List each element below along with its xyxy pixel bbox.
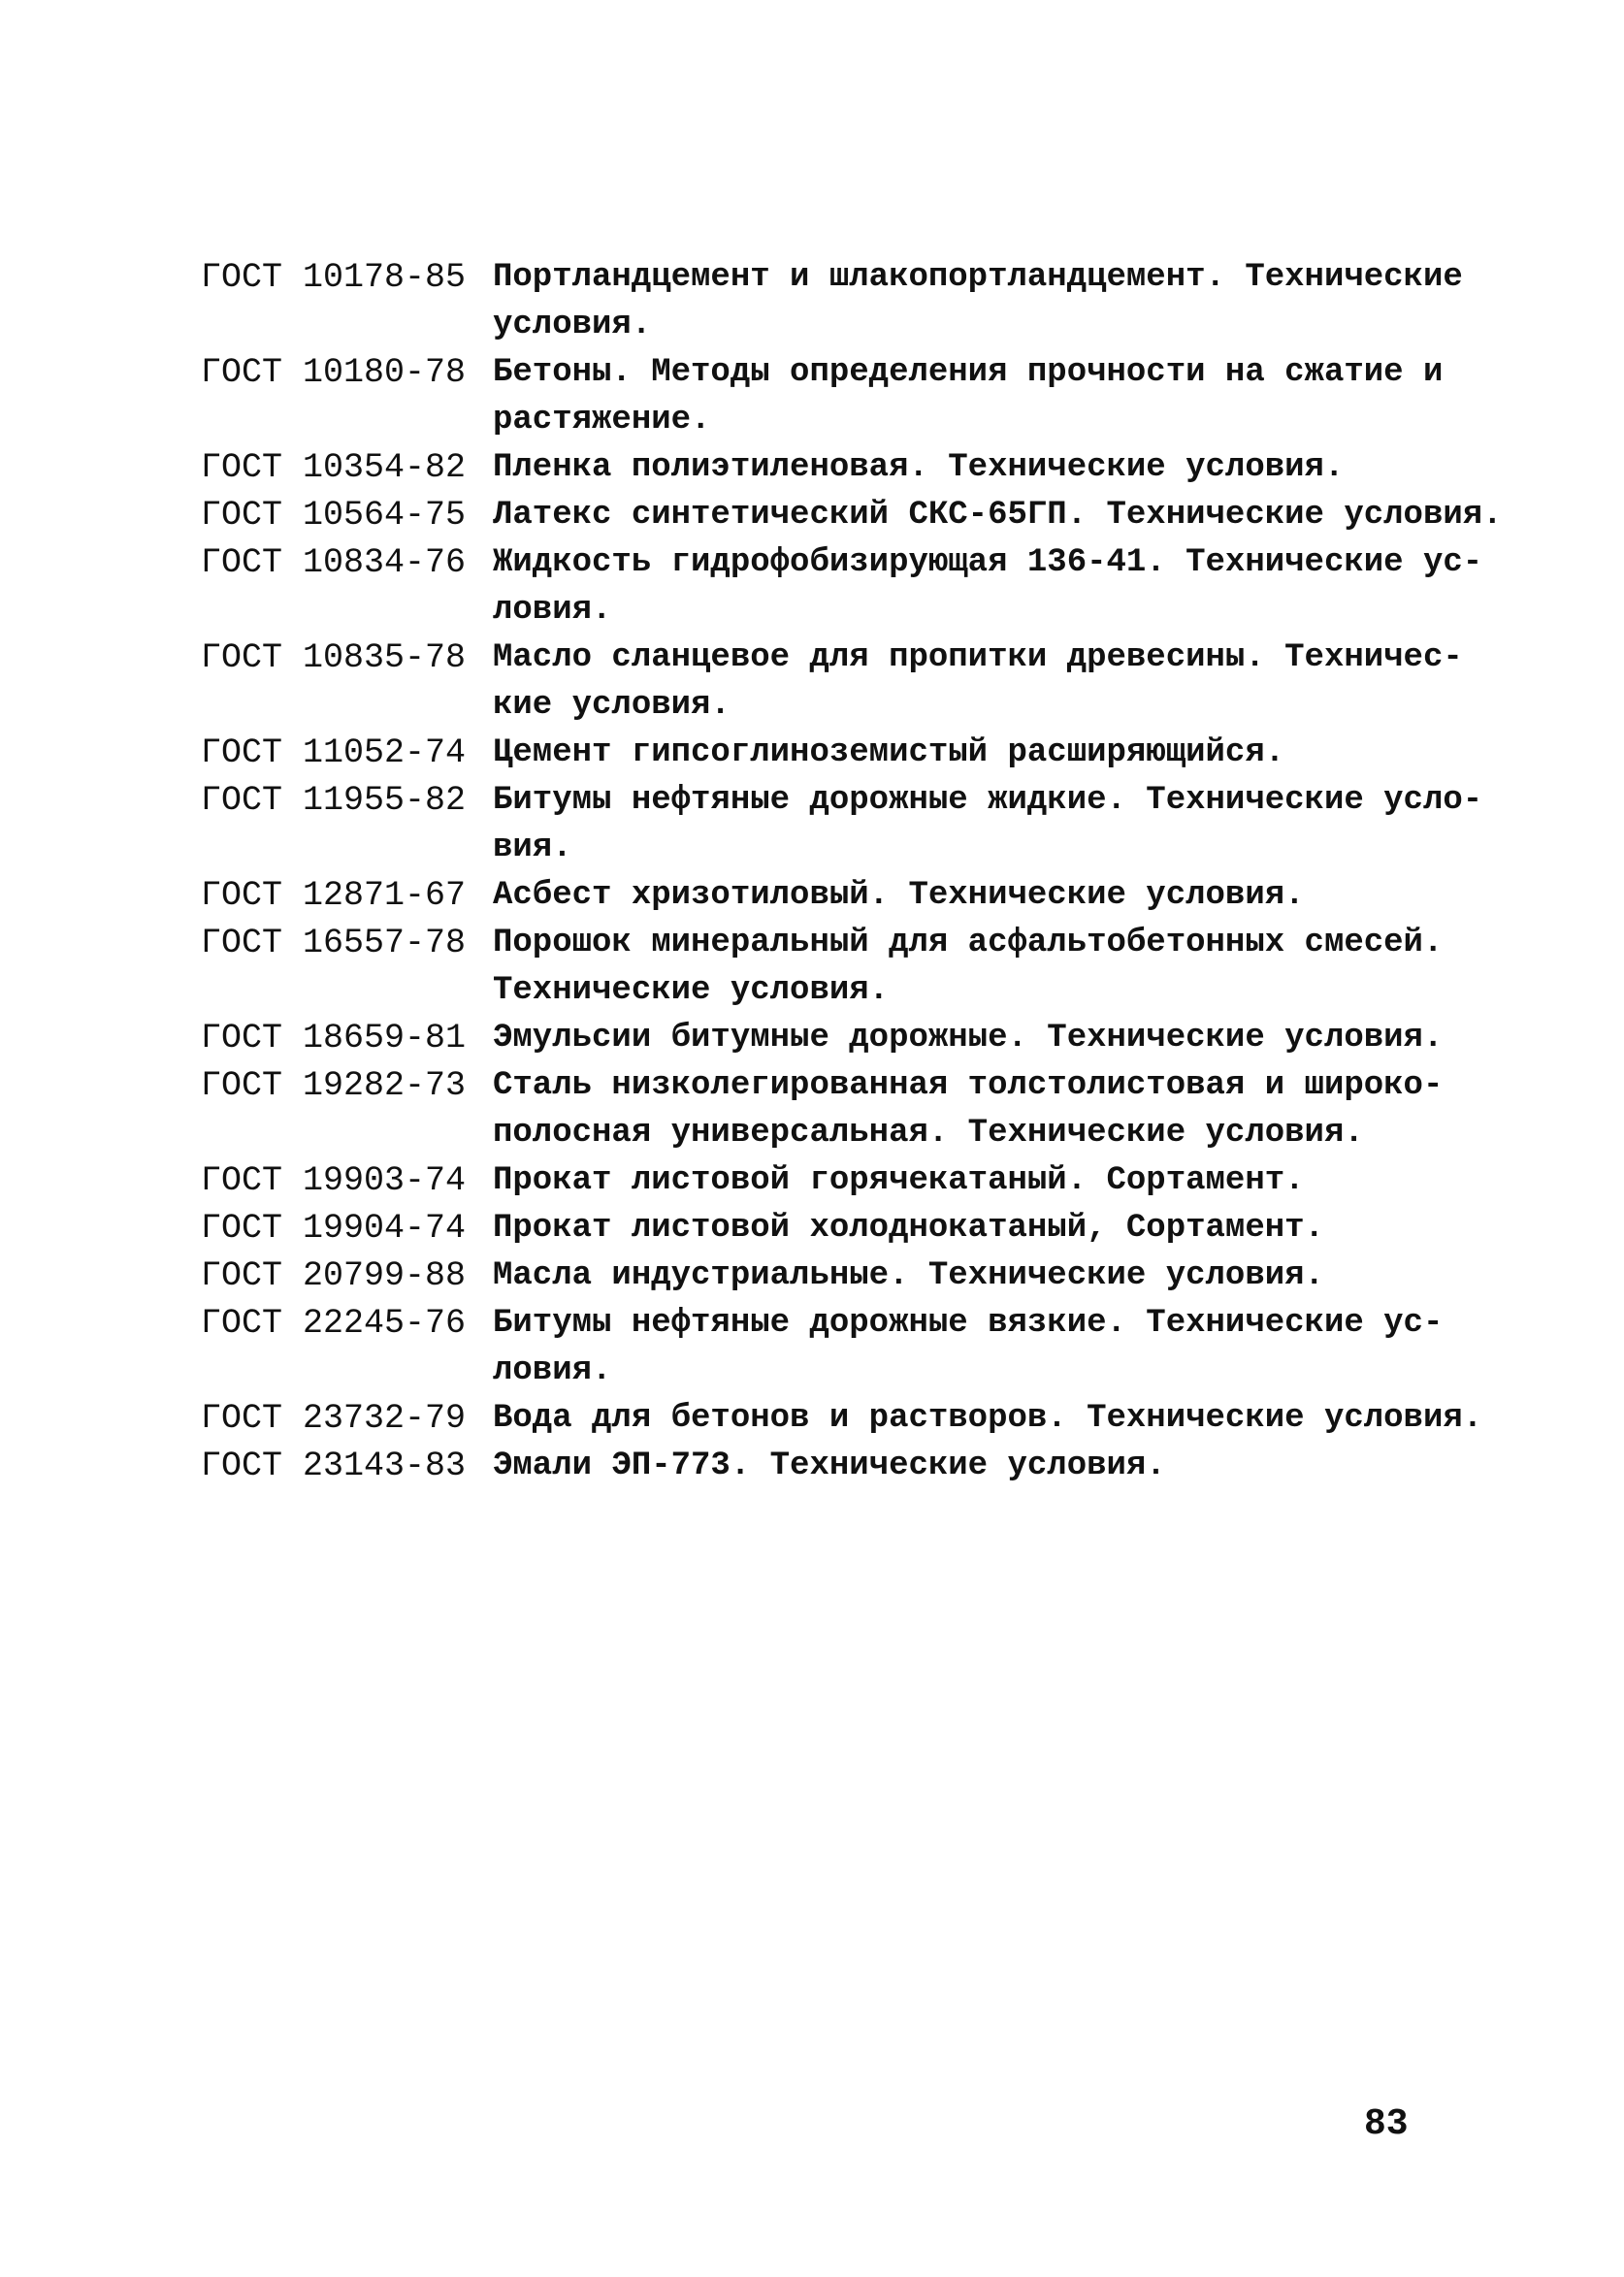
standard-code: ГОСТ 16557-78 bbox=[200, 924, 466, 962]
standard-entry bbox=[146, 1300, 1484, 1395]
standard-code: ГОСТ 23732-79 bbox=[200, 1399, 466, 1438]
standard-entry bbox=[146, 1395, 1484, 1443]
standard-title bbox=[466, 777, 1484, 872]
standard-title-line: Масла индустриальные. Технические условия. bbox=[493, 1257, 1324, 1294]
standard-title-line: Цемент гипсоглиноземистый расширяющийся. bbox=[493, 734, 1285, 771]
standard-title-line: ловия. bbox=[493, 1352, 612, 1389]
standard-title-line: вия. bbox=[493, 829, 572, 866]
standard-title bbox=[466, 1252, 1484, 1300]
standard-code: ГОСТ 23143-83 bbox=[200, 1447, 466, 1485]
standard-entry bbox=[146, 872, 1484, 920]
standard-title-line: кие условия. bbox=[493, 687, 731, 724]
standard-entry bbox=[146, 777, 1484, 872]
standard-entry bbox=[146, 349, 1484, 444]
standard-title bbox=[466, 1443, 1484, 1490]
standard-title bbox=[466, 1062, 1484, 1157]
standard-title bbox=[466, 634, 1484, 730]
standard-title-line: Жидкость гидрофобизирующая 136-41. Технические ус- bbox=[493, 544, 1483, 581]
standard-code: ГОСТ 10178-85 bbox=[200, 258, 466, 297]
standard-title-line: Эмульсии битумные дорожные. Технические условия. bbox=[493, 1020, 1444, 1057]
standard-title bbox=[466, 539, 1484, 634]
standard-title-line: Технические условия. bbox=[493, 972, 890, 1009]
standard-title bbox=[466, 254, 1484, 349]
standard-title-line: Прокат листовой горячекатаный. Сортамент. bbox=[493, 1162, 1305, 1199]
standard-code: ГОСТ 10834-76 bbox=[200, 543, 466, 582]
standard-title-line: ловия. bbox=[493, 592, 612, 629]
standard-code: ГОСТ 18659-81 bbox=[200, 1019, 466, 1057]
standard-title-line: Битумы нефтяные дорожные вязкие. Технические ус- bbox=[493, 1305, 1444, 1342]
standard-code: ГОСТ 11052-74 bbox=[200, 733, 466, 772]
standard-entry bbox=[146, 634, 1484, 730]
standard-title bbox=[466, 492, 1503, 539]
standard-entry bbox=[146, 254, 1484, 349]
standard-title-line: Битумы нефтяные дорожные жидкие. Технические усло- bbox=[493, 782, 1483, 819]
standard-entry bbox=[146, 539, 1484, 634]
standard-title bbox=[466, 1015, 1484, 1062]
standard-title bbox=[466, 920, 1484, 1015]
standard-code: ГОСТ 20799-88 bbox=[200, 1256, 466, 1295]
standard-title-line: Портландцемент и шлакопортландцемент. Технические bbox=[493, 259, 1463, 296]
standard-title-line: растяжение. bbox=[493, 402, 711, 439]
standard-title-line: Бетоны. Методы определения прочности на сжатие и bbox=[493, 354, 1444, 391]
standard-title-line: Эмали ЭП-773. Технические условия. bbox=[493, 1448, 1166, 1484]
standard-code: ГОСТ 12871-67 bbox=[200, 876, 466, 915]
standard-title-line: Порошок минеральный для асфальтобетонных смесей. bbox=[493, 925, 1444, 961]
standard-title-line: условия. bbox=[493, 307, 652, 343]
standard-entry bbox=[146, 1015, 1484, 1062]
standard-entry bbox=[146, 1062, 1484, 1157]
standard-title-line: полосная универсальная. Технические условия. bbox=[493, 1115, 1364, 1152]
standard-title bbox=[466, 1157, 1484, 1205]
standard-entry bbox=[146, 1157, 1484, 1205]
standard-entry bbox=[146, 492, 1503, 539]
standard-entry bbox=[146, 444, 1484, 492]
standard-title bbox=[466, 1395, 1484, 1443]
standard-title-line: Асбест хризотиловый. Технические условия. bbox=[493, 877, 1305, 914]
standard-entry bbox=[146, 1252, 1484, 1300]
standard-code: ГОСТ 10354-82 bbox=[200, 448, 466, 487]
standard-code: ГОСТ 10564-75 bbox=[200, 496, 466, 535]
standard-title bbox=[466, 730, 1484, 777]
standard-entry bbox=[146, 730, 1484, 777]
standard-title-line: Прокат листовой холоднокатаный, Сортамент. bbox=[493, 1210, 1324, 1247]
standard-code: ГОСТ 11955-82 bbox=[200, 781, 466, 820]
standard-title-line: Вода для бетонов и растворов. Технические условия. bbox=[493, 1400, 1483, 1437]
standard-title-line: Латекс синтетический СКС-65ГП. Технические условия. bbox=[493, 497, 1503, 534]
standard-code: ГОСТ 10180-78 bbox=[200, 353, 466, 392]
standard-code: ГОСТ 10835-78 bbox=[200, 638, 466, 677]
standard-code: ГОСТ 19282-73 bbox=[200, 1066, 466, 1105]
standard-title bbox=[466, 872, 1484, 920]
standard-entry bbox=[146, 1443, 1484, 1490]
standard-code: ГОСТ 19904-74 bbox=[200, 1209, 466, 1248]
standard-entry bbox=[146, 920, 1484, 1015]
page-number: 83 bbox=[1364, 2103, 1409, 2145]
standard-code: ГОСТ 22245-76 bbox=[200, 1304, 466, 1343]
standard-title bbox=[466, 1205, 1484, 1252]
standard-code: ГОСТ 19903-74 bbox=[200, 1161, 466, 1200]
standard-entry bbox=[146, 1205, 1484, 1252]
standard-title bbox=[466, 349, 1484, 444]
standard-title-line: Масло сланцевое для пропитки древесины. Техничес- bbox=[493, 639, 1463, 676]
standard-title-line: Пленка полиэтиленовая. Технические условия. bbox=[493, 449, 1345, 486]
standard-title bbox=[466, 444, 1484, 492]
standards-list bbox=[146, 254, 1503, 1490]
standard-title-line: Сталь низколегированная толстолистовая и широко- bbox=[493, 1067, 1444, 1104]
standard-title bbox=[466, 1300, 1484, 1395]
